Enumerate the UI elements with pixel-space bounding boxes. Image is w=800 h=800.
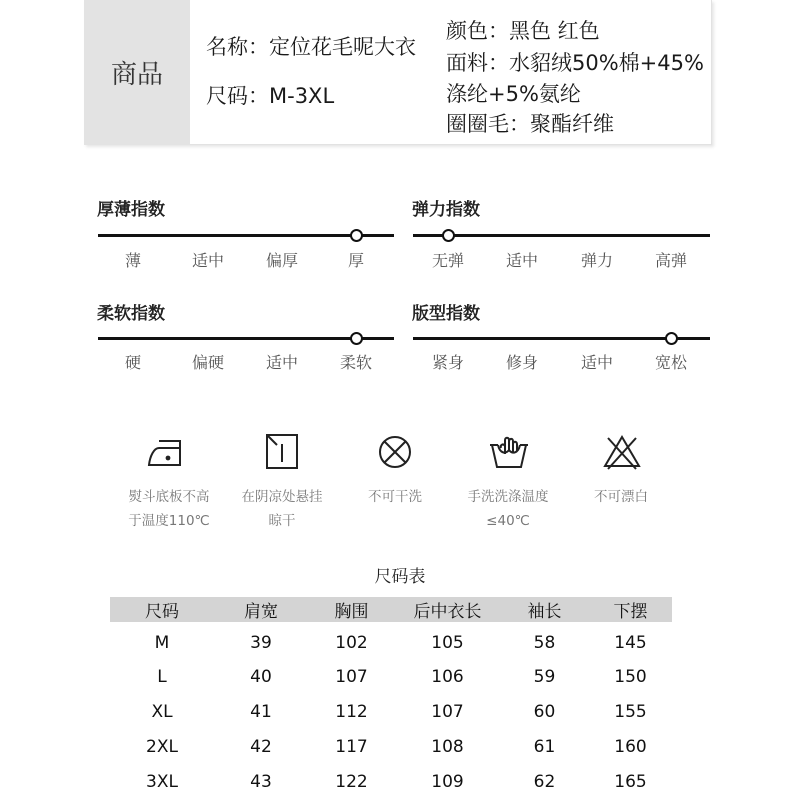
- product-fabric-line1: 面料：水貂绒50%棉+45%: [446, 51, 704, 75]
- care-label-line: 熨斗底板不高: [128, 489, 210, 505]
- index-tick: 柔软: [339, 353, 373, 372]
- table-cell: M: [154, 632, 170, 653]
- index-tick: 适中: [580, 353, 614, 372]
- column-header: 胸围: [308, 597, 395, 622]
- table-cell: 160: [614, 736, 647, 757]
- product-label: 商品: [84, 0, 190, 145]
- table-cell: 62: [533, 771, 556, 792]
- index-tick: 偏硬: [191, 353, 225, 372]
- table-row: [110, 659, 672, 694]
- care-label-bleach: [594, 485, 648, 509]
- table-cell: 41: [250, 701, 272, 722]
- hand-wash-icon: [486, 432, 532, 472]
- care-label-line: 不可干洗: [368, 489, 422, 505]
- iron-low-temp-icon: [145, 432, 191, 472]
- table-cell: 3XL: [146, 771, 178, 792]
- table-cell: 122: [335, 771, 368, 792]
- index-tick: 薄: [124, 251, 142, 270]
- index-tick: 宽松: [654, 353, 688, 372]
- table-cell: L: [157, 666, 167, 687]
- index-tick: 紧身: [431, 353, 465, 372]
- table-cell: XL: [151, 701, 173, 722]
- product-trim: 圈圈毛：聚酯纤维: [446, 112, 614, 136]
- table-cell: 2XL: [146, 736, 178, 757]
- care-label-wash: [468, 485, 549, 533]
- care-label-dry-clean: [368, 485, 422, 509]
- index-tick: 弹力: [580, 251, 614, 270]
- size-table-title: 尺码表: [374, 567, 426, 587]
- table-cell: 145: [614, 632, 647, 653]
- table-row: [110, 729, 672, 764]
- table-cell: 112: [335, 701, 368, 722]
- table-cell: 102: [335, 632, 368, 653]
- care-label-iron: [128, 485, 209, 533]
- index-marker: [442, 229, 455, 242]
- index-title: 版型指数: [412, 304, 480, 324]
- table-cell: 61: [533, 736, 556, 757]
- product-size-range: 尺码：M-3XL: [206, 84, 335, 108]
- index-tick: 适中: [265, 353, 299, 372]
- do-not-bleach-icon: [599, 432, 645, 472]
- table-cell: 107: [431, 701, 464, 722]
- table-cell: 40: [250, 666, 272, 687]
- table-cell: 108: [431, 736, 464, 757]
- index-tick: 修身: [505, 353, 539, 372]
- table-cell: 165: [614, 771, 647, 792]
- index-tick: 厚: [347, 251, 365, 270]
- index-tick: 硬: [124, 353, 142, 372]
- index-tick: 适中: [505, 251, 539, 270]
- column-header: 肩宽: [214, 597, 308, 622]
- table-cell: 117: [335, 736, 368, 757]
- product-info-box: [84, 0, 712, 145]
- table-cell: 60: [533, 701, 556, 722]
- care-label-line: 不可漂白: [594, 489, 648, 505]
- table-row: [110, 694, 672, 729]
- table-cell: 155: [614, 701, 647, 722]
- care-label-dry: [242, 485, 323, 533]
- size-table: [110, 597, 672, 799]
- column-header: 袖长: [500, 597, 589, 622]
- index-marker: [350, 229, 363, 242]
- column-header: 尺码: [110, 597, 214, 622]
- table-cell: 150: [614, 666, 647, 687]
- index-title: 弹力指数: [412, 200, 480, 220]
- table-row: [110, 764, 672, 799]
- table-cell: 59: [533, 666, 556, 687]
- table-cell: 58: [533, 632, 556, 653]
- do-not-dry-clean-icon: [372, 432, 418, 472]
- table-cell: 109: [431, 771, 464, 792]
- table-cell: 106: [431, 666, 464, 687]
- table-cell: 105: [431, 632, 464, 653]
- index-title: 柔软指数: [97, 304, 165, 324]
- product-fabric-line2: 涤纶+5%氨纶: [446, 82, 581, 106]
- index-marker: [665, 332, 678, 345]
- care-label-line: 手洗洗涤温度: [467, 489, 549, 505]
- index-scale-line: [413, 234, 710, 237]
- index-tick: 偏厚: [265, 251, 299, 270]
- index-tick: 无弹: [431, 251, 465, 270]
- product-color: 颜色：黑色 红色: [446, 19, 600, 43]
- table-cell: 107: [335, 666, 368, 687]
- table-cell: 43: [250, 771, 272, 792]
- column-header: 下摆: [589, 597, 672, 622]
- care-label-line: ≤40℃: [486, 513, 530, 529]
- column-header: 后中衣长: [395, 597, 500, 622]
- product-name: 名称：定位花毛呢大衣: [206, 35, 416, 59]
- table-row: [110, 622, 672, 659]
- care-label-line: 晾干: [268, 513, 296, 529]
- table-header-row: [110, 597, 672, 622]
- index-tick: 适中: [191, 251, 225, 270]
- table-cell: 39: [250, 632, 272, 653]
- index-marker: [350, 332, 363, 345]
- table-cell: 42: [250, 736, 272, 757]
- index-title: 厚薄指数: [97, 200, 165, 220]
- care-label-line: 于温度110℃: [128, 513, 210, 529]
- index-tick: 高弹: [654, 251, 688, 270]
- care-label-line: 在阴凉处悬挂: [241, 489, 323, 505]
- dry-in-shade-icon: [259, 432, 305, 472]
